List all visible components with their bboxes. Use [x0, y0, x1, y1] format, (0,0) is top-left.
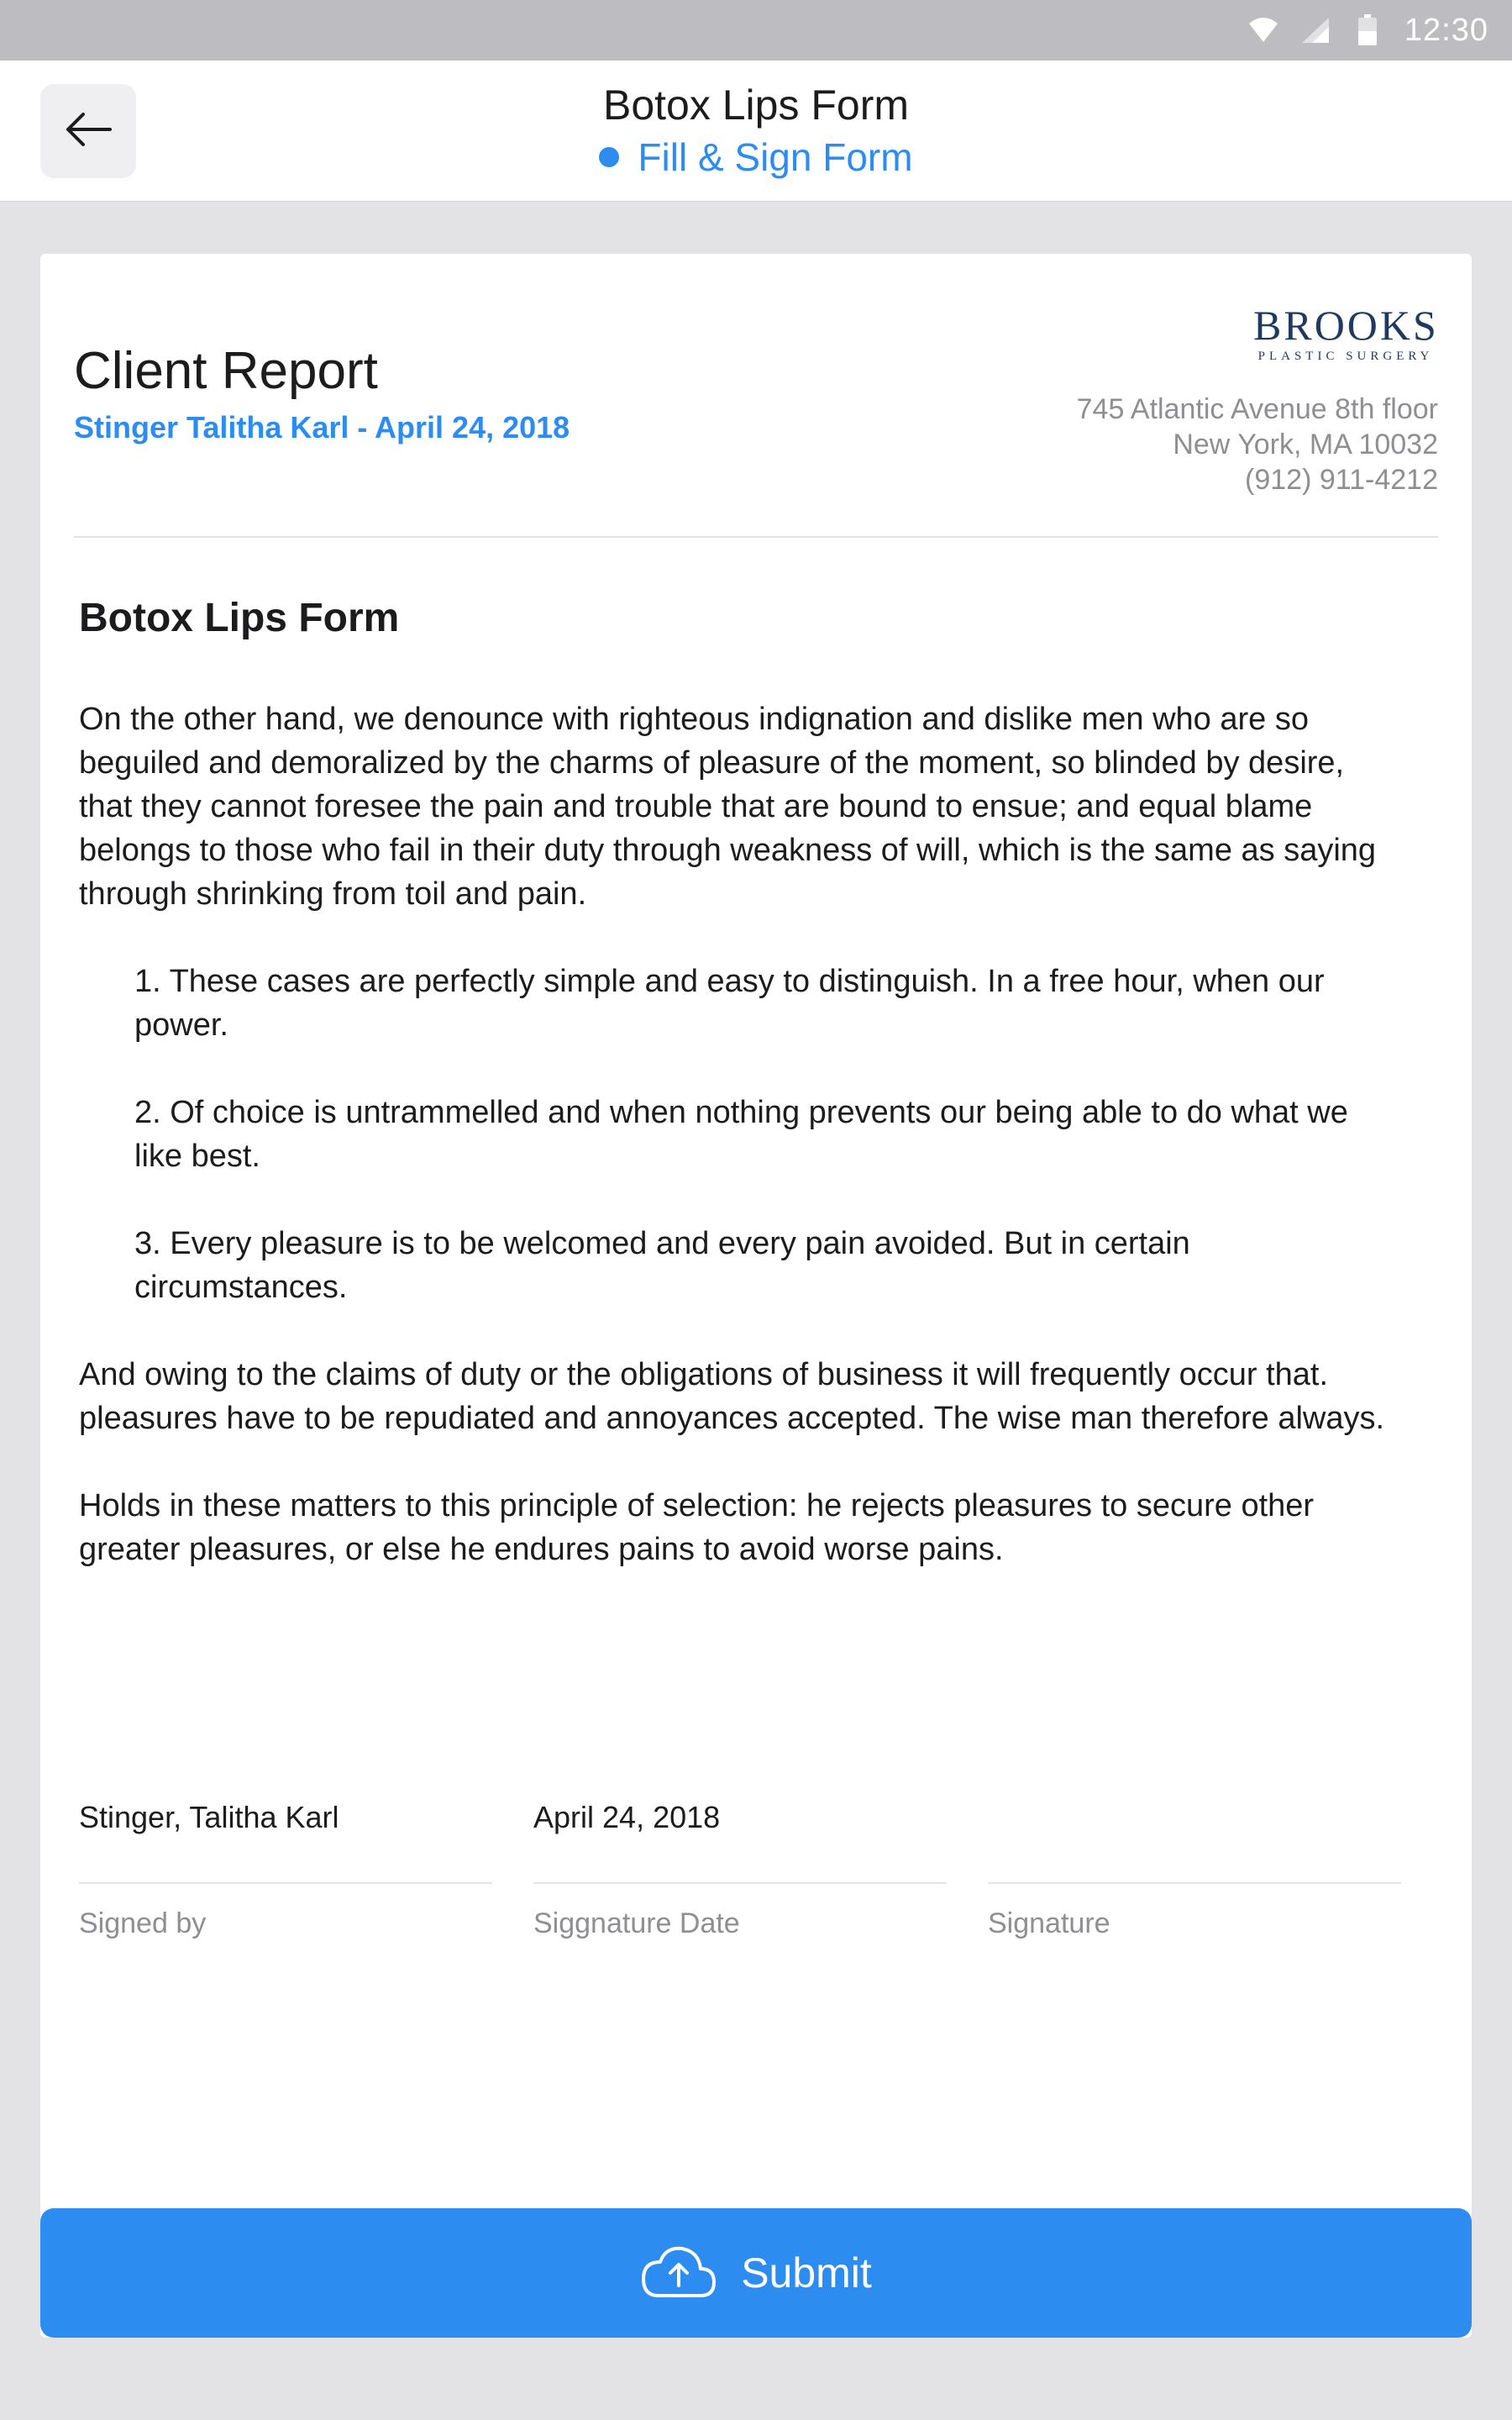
signed-by-value: Stinger, Talitha Karl [79, 1800, 339, 1834]
signature-date-underline [533, 1882, 947, 1884]
signed-by-label: Signed by [79, 1907, 207, 1939]
page-subtitle-text: Fill & Sign Form [638, 135, 913, 179]
paragraph-1 [79, 697, 1404, 916]
status-time: 12:30 [1404, 12, 1488, 48]
page-subtitle [0, 134, 1512, 180]
paragraph-2: And owing to the claims of duty or the obligations of business it will frequently occur that. pleasures have to be repudiated and annoyances accepted. The wise man therefore always. [79, 1357, 1385, 1436]
app-header [0, 60, 1512, 202]
signed-by-underline [79, 1882, 492, 1884]
header-divider [74, 536, 1438, 538]
signature-date-value: April 24, 2018 [533, 1800, 721, 1834]
submit-label: Submit [741, 2249, 872, 2296]
status-bar [0, 0, 1512, 60]
signature-underline [988, 1882, 1401, 1884]
address-line-2: New York, MA 10032 [1173, 429, 1438, 460]
form-title: Botox Lips Form [79, 596, 400, 640]
address-line-1: 745 Atlantic Avenue 8th floor [1076, 393, 1438, 425]
battery-icon [1352, 15, 1383, 45]
report-subtitle: Stinger Talitha Karl - April 24, 2018 [74, 410, 570, 445]
form-body [79, 697, 1404, 1615]
clinic-phone: (912) 911-4212 [1245, 464, 1438, 496]
page-title: Botox Lips Form [602, 82, 909, 129]
paragraph-1a: On the other hand, we denounce with righteous indignation and dislike men who are so beguiled and demoralized by the charms of pleasure of the moment, so blinded by desire, [79, 702, 1345, 781]
wifi-icon [1248, 15, 1278, 45]
paragraph-1b: that they cannot foresee the pain and trouble that are bound to ensue; and equal blame belongs to those who fail in their duty through weakness of will, which is the same as saying [79, 789, 1377, 868]
list-item: 3. Every pleasure is to be welcomed and every pain avoided. But in certain circumstances. [134, 1226, 1190, 1305]
brooks-logo [1253, 304, 1438, 364]
paragraph-1c: through shrinking from toil and pain. [79, 876, 587, 912]
signed-by-field[interactable] [79, 1800, 492, 1940]
logo-tagline: PLASTIC SURGERY [1257, 350, 1434, 363]
form-card [40, 254, 1472, 2338]
paragraph-3: Holds in these matters to this principle of selection: he rejects pleasures to secure other greater pleasures, or else he endures pains to avoid worse pains. [79, 1488, 1315, 1567]
cellular-signal-icon [1300, 15, 1331, 45]
signature-field[interactable] [988, 1800, 1401, 1940]
signature-date-label: Siggnature Date [533, 1907, 740, 1939]
signature-date-field[interactable] [533, 1800, 947, 1940]
list-item: 2. Of choice is untrammelled and when nothing prevents our being able to do what we like best. [134, 1095, 1348, 1174]
submit-button[interactable] [40, 2208, 1472, 2338]
clinic-address [1077, 392, 1438, 497]
signature-label: Signature [988, 1907, 1110, 1939]
status-dot-icon [599, 147, 619, 167]
list-item: 1. These cases are perfectly simple and easy to distinguish. In a free hour, when our power. [134, 964, 1325, 1043]
cloud-upload-icon [640, 2244, 717, 2303]
signature-section [79, 1800, 1440, 1951]
signature-value [988, 1800, 1401, 1837]
report-title: Client Report [74, 342, 378, 400]
logo-name: BROOKS [1253, 302, 1439, 349]
